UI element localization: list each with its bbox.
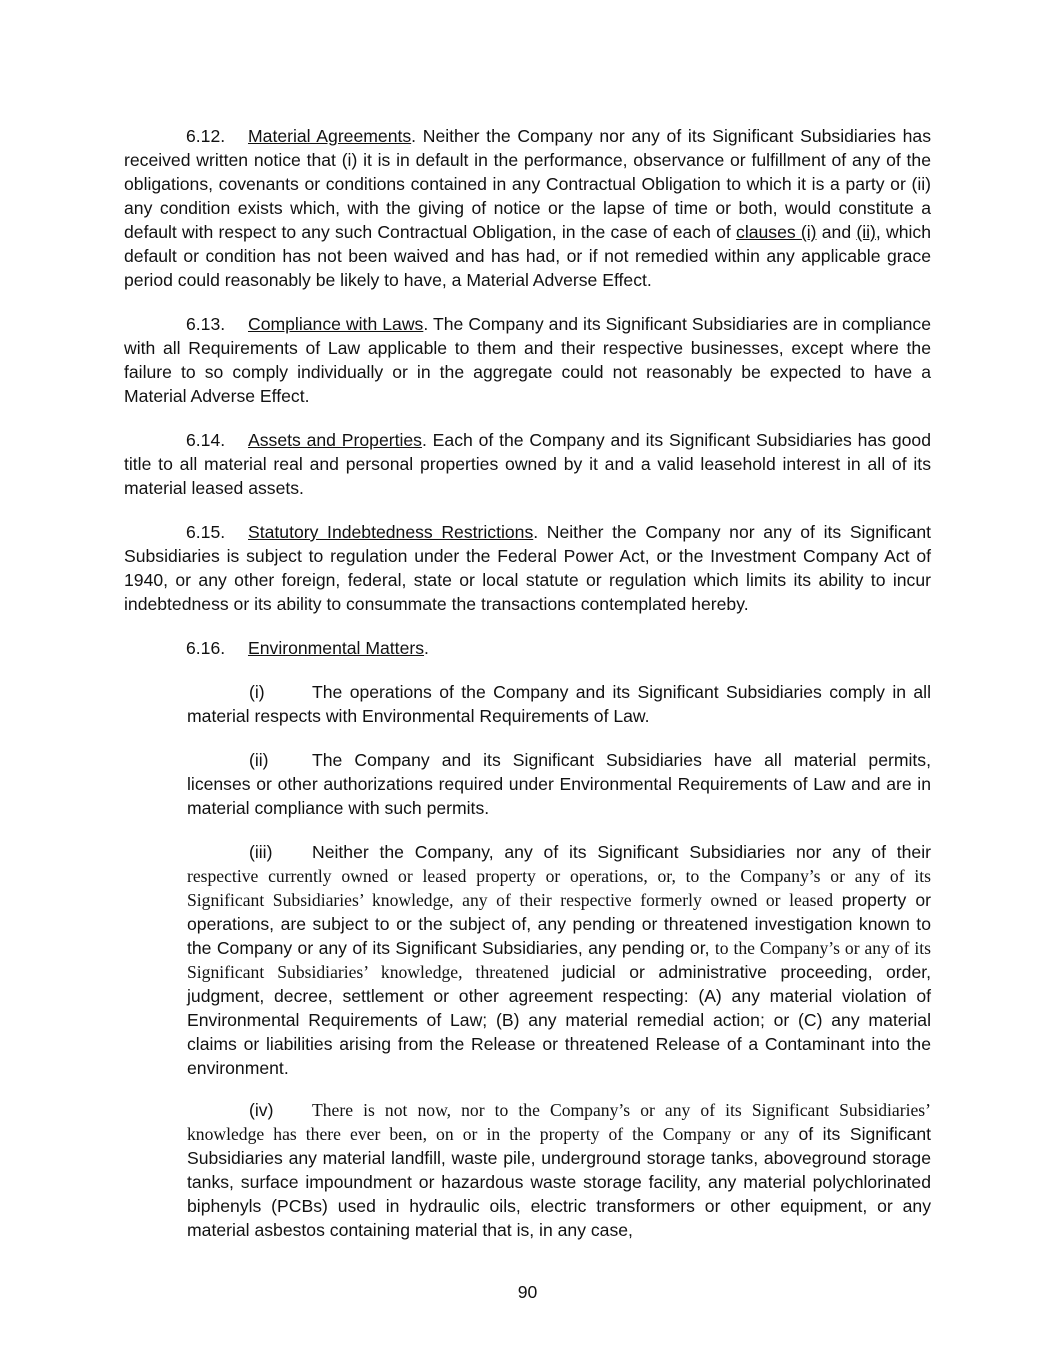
heading-punct: .: [421, 430, 427, 450]
page-number: 90: [517, 1282, 538, 1302]
subsection-text: property or operations, are subject to or the subject of, any pending or threatened investigation known to the Company or any of its Significant Subsidiaries, any pending or,: [187, 890, 931, 958]
subsection-text: The Company and its Significant Subsidiaries have all material permits, licenses or other authorizations required under Environmental Requirements of Law and are in material compliance with such permits.: [187, 750, 931, 818]
section-number: 6.14.: [186, 430, 226, 450]
section-text: Neither the Company nor any of its Significant Subsidiaries has received written notice that (i) it is in default in the performance, observance or fulfillment of any of the obligations, covenants or conditions contained in any Contractual Obligation to which it is a party or (ii) any condition exists which, with the giving of notice or the lapse of time or both, would constitute a default with respect to any such Contractual Obligation, in the case of each of: [124, 126, 931, 242]
section-heading: Assets and Properties: [248, 430, 422, 450]
section-heading: Compliance with Laws: [248, 314, 424, 334]
heading-punct: .: [424, 638, 429, 658]
subsection-text: to the Company’s or any of its Significant Subsidiaries’ knowledge, threatened: [187, 938, 931, 982]
subsection-i: [187, 680, 931, 728]
section-number: 6.12.: [186, 126, 226, 146]
subsection-ii: [187, 748, 931, 820]
subsection-number: (i): [249, 682, 265, 702]
section-text: , which default or condition has not been waived and has had, or if not remedied within any applicable grace period could reasonably be likely to have, a Material Adverse Effect.: [124, 222, 931, 290]
subsection-iii: [187, 840, 931, 1080]
section-heading: Statutory Indebtedness Restrictions: [248, 522, 534, 542]
subsection-iv: [187, 1098, 931, 1242]
section-text: Neither the Company nor any of its Significant Subsidiaries is subject to regulation under the Federal Power Act, or the Investment Company Act of 1940, or any other foreign, federal, state or local statute or regulation which limits its ability to incur indebtedness or its ability to consummate the transactions contemplated hereby.: [124, 522, 931, 614]
section-number: 6.15.: [186, 522, 226, 542]
subsection-text: The operations of the Company and its Significant Subsidiaries comply in all material respects with Environmental Requirements of Law.: [187, 682, 931, 726]
heading-punct: .: [533, 522, 539, 542]
subsection-text: respective currently owned or leased property or operations, or, to the Company’s or any of its Significant Subsidiaries’ knowledge, any of their respective formerly owned or leased: [187, 866, 931, 910]
subsection-number: (ii): [249, 750, 269, 770]
clause-reference: clauses (i): [736, 222, 817, 242]
subsection-number: (iii): [249, 842, 273, 862]
section-heading: Environmental Matters: [248, 638, 425, 658]
section-text: Each of the Company and its Significant Subsidiaries has good title to all material real and personal properties owned by it and a valid leasehold interest in all of its material leased assets.: [124, 430, 931, 498]
section-6-13: [124, 312, 931, 408]
section-text: The Company and its Significant Subsidiaries are in compliance with all Requirements of Law applicable to them and their respective businesses, except where the failure to so comply individually or in the aggregate could not reasonably be expected to have a Material Adverse Effect.: [124, 314, 931, 406]
subsection-text: There is not now, nor to the Company’s or any of its Significant Subsidiaries’ knowledge has there ever been, on or in the property of the Company or any: [187, 1100, 931, 1144]
section-number: 6.13.: [186, 314, 226, 334]
subsection-number: (iv): [249, 1100, 274, 1120]
section-6-14: [124, 428, 931, 500]
heading-punct: .: [423, 314, 429, 334]
subsection-text: Neither the Company, any of its Significant Subsidiaries nor any of their: [312, 842, 931, 862]
heading-punct: .: [411, 126, 417, 146]
subsection-text: of its Significant Subsidiaries any material landfill, waste pile, underground storage tanks, aboveground storage tanks, surface impoundment or hazardous waste storage facility, any material polychlorinated biphenyls (PCBs) used in hydraulic oils, electric transformers or other equipment, or any material asbestos containing material that is, in any case,: [187, 1124, 932, 1240]
section-6-15: [124, 520, 931, 616]
section-6-16: [124, 636, 931, 660]
section-number: 6.16.: [186, 638, 226, 658]
section-text: and: [816, 222, 857, 242]
section-6-12: [124, 124, 931, 292]
subsection-text: judicial or administrative proceeding, order, judgment, decree, settlement or other agreement respecting: (A) any material violation of Environmental Requirements of Law; (B) any material remedial action; or (C) any material claims or liabilities arising from the Release or threatened Release of a Contaminant into the environment.: [187, 962, 932, 1078]
clause-reference: (ii): [856, 222, 876, 242]
section-heading: Material Agreements: [248, 126, 412, 146]
